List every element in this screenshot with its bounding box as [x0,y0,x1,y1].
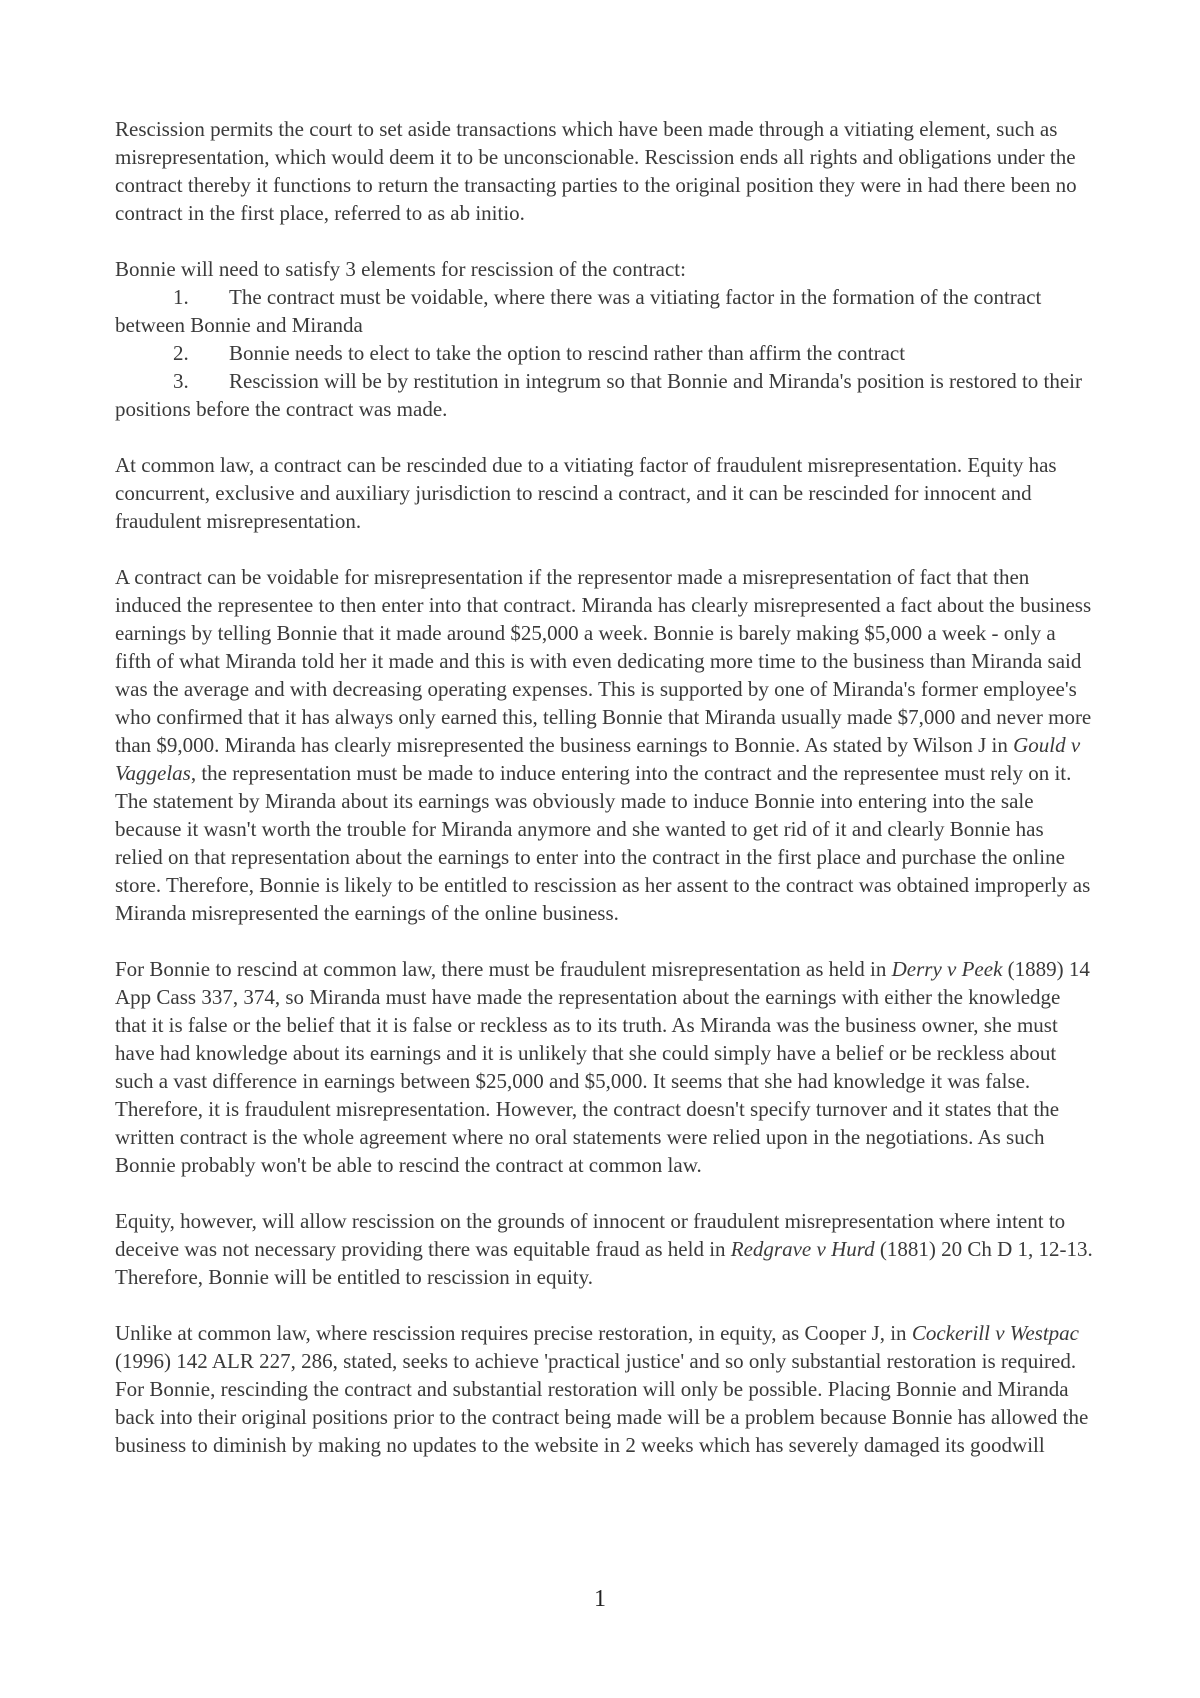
paragraph-text: , the representation must be made to induce entering into the contract and the representee must rely on it. The statement by Miranda about its earnings was obviously made to induce Bonnie into entering into the sale because it wasn't worth the trouble for Miranda anymore and she wanted to get rid of it and clearly Bonnie has relied on that representation about the earnings to enter into the contract in the first place and purchase the online store. Therefore, Bonnie is likely to be entitled to rescission as her assent to the contract was obtained improperly as Miranda misrepresented the earnings of the online business. [115,761,1091,925]
list-number: 2. [173,341,189,365]
list-item [115,367,1095,423]
list-number: 3. [173,369,189,393]
case-citation: Redgrave v Hurd [730,1237,875,1261]
paragraph-text: (1889) 14 App Cass 337, 374, so Miranda must have made the representation about the earnings with either the knowledge that it is false or the belief that it is false or reckless as to its truth. As Miranda was the business owner, she must have had knowledge about its earnings and it is unlikely that she could simply have a belief or be reckless about such a vast difference in earnings between $25,000 and $5,000. It seems that she had knowledge it was false. Therefore, it is fraudulent misrepresentation. However, the contract doesn't specify turnover and it states that the written contract is the whole agreement where no oral statements were relied upon in the negotiations. As such Bonnie probably won't be able to rescind the contract at common law. [115,957,1090,1177]
paragraph-voidable-misrepresentation [115,563,1095,927]
case-citation: Derry v Peek [891,957,1003,981]
paragraph-text: (1996) 142 ALR 227, 286, stated, seeks to achieve 'practical justice' and so only substantial restoration is required. For Bonnie, rescinding the contract and substantial restoration will only be possible. Placing Bonnie and Miranda back into their original positions prior to the contract being made will be a problem because Bonnie has allowed the business to diminish by making no updates to the website in 2 weeks which has severely damaged its goodwill [115,1349,1089,1457]
paragraph-common-law: At common law, a contract can be rescinded due to a vitiating factor of fraudulent misrepresentation. Equity has concurrent, exclusive and auxiliary jurisdiction to rescind a contract, and it can be rescinded for innocent and fraudulent misrepresentation. [115,453,1057,533]
paragraph-restoration [115,1319,1095,1459]
list-item [115,283,1095,339]
list-item [115,339,1095,367]
case-citation: Cockerill v Westpac [911,1321,1079,1345]
paragraph-text: (1881) 20 Ch D 1, 12-13. Therefore, Bonnie will be entitled to rescission in equity. [115,1237,1093,1289]
paragraph-rescission-definition: Rescission permits the court to set aside transactions which have been made through a vitiating element, such as misrepresentation, which would deem it to be unconscionable. Rescission ends all rights and obligations under the contract thereby it functions to return the transacting parties to the original position they were in had there been no contract in the first place, referred to as ab initio. [115,117,1077,225]
list-number: 1. [173,285,189,309]
page-number: 1 [594,1586,606,1612]
document-page [115,115,1095,1487]
case-citation: Gould v Vaggelas [115,733,1081,785]
paragraph-elements-intro: Bonnie will need to satisfy 3 elements for rescission of the contract: [115,257,686,281]
paragraph-text: Equity, however, will allow rescission on the grounds of innocent or fraudulent misrepresentation where intent to deceive was not necessary providing there was equitable fraud as held in [115,1209,1066,1261]
paragraph-text: For Bonnie to rescind at common law, there must be fraudulent misrepresentation as held in [115,957,892,981]
elements-list [115,283,1095,423]
paragraph-equity [115,1207,1095,1291]
paragraph-fraudulent-misrepresentation [115,955,1095,1179]
list-item-text: The contract must be voidable, where there was a vitiating factor in the formation of the contract between Bonnie and Miranda [115,285,1042,337]
list-item-text: Rescission will be by restitution in integrum so that Bonnie and Miranda's position is restored to their positions before the contract was made. [115,369,1083,421]
paragraph-text: Unlike at common law, where rescission requires precise restoration, in equity, as Cooper J, in [115,1321,912,1345]
paragraph-text: A contract can be voidable for misrepresentation if the representor made a misrepresentation of fact that then induced the representee to then enter into that contract. Miranda has clearly misrepresented a fact about the business earnings by telling Bonnie that it made around $25,000 a week. Bonnie is barely making $5,000 a week - only a fifth of what Miranda told her it made and this is with even dedicating more time to the business than Miranda said was the average and with decreasing operating expenses. This is supported by one of Miranda's former employee's who confirmed that it has always only earned this, telling Bonnie that Miranda usually made $7,000 and never more than $9,000. Miranda has clearly misrepresented the business earnings to Bonnie. As stated by Wilson J in [115,565,1092,757]
list-item-text: Bonnie needs to elect to take the option to rescind rather than affirm the contract [229,341,906,365]
